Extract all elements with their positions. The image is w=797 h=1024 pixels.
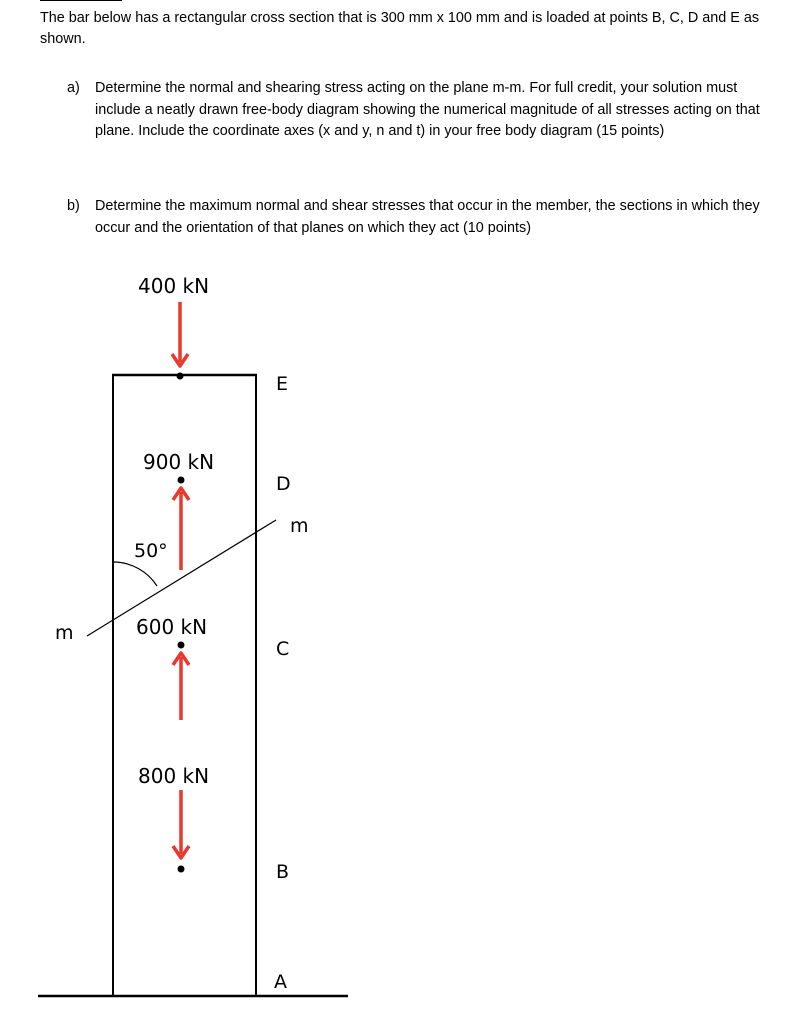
question-a-label: a) (67, 80, 80, 96)
question-a-text: Determine the normal and shearing stress acting on the plane m-m. For full credit, your solution must include a neatly drawn free-body diagram showing the numerical magnitude of all stresses acting on that plane. Include the coordinate axes (x and y, n and t) in your free body diagram (15 points) (95, 80, 760, 139)
load-400kn-arrow (172, 302, 188, 366)
point-e-label: E (276, 373, 289, 395)
point-top-dot (177, 373, 184, 380)
point-b-label: B (276, 861, 290, 883)
angle-arc (113, 562, 157, 586)
plane-m-right-label: m (290, 515, 309, 537)
angle-label: 50° (134, 540, 168, 562)
point-d-label: D (276, 473, 291, 495)
point-a-label: A (274, 971, 287, 993)
point-c-label: C (276, 638, 290, 660)
load-900kn-label: 900 kN (143, 450, 215, 474)
load-600kn-arrow (173, 653, 189, 720)
plane-m-left-label: m (55, 622, 74, 644)
load-900kn-arrow (173, 488, 189, 570)
point-d-dot (178, 477, 185, 484)
load-800kn-label: 800 kN (138, 764, 210, 788)
load-400kn-label: 400 kN (138, 274, 210, 298)
question-b-text: Determine the maximum normal and shear stresses that occur in the member, the sections in which they occur and the orientation of that planes on which they act (10 points) (95, 198, 760, 236)
point-c-dot (178, 642, 185, 649)
load-800kn-arrow (173, 790, 189, 858)
question-b-label: b) (67, 198, 80, 214)
load-600kn-label: 600 kN (136, 615, 208, 639)
problem-intro: The bar below has a rectangular cross section that is 300 mm x 100 mm and is loaded at points B, C, D and E as shown. (40, 10, 760, 47)
point-b-dot (178, 866, 185, 873)
